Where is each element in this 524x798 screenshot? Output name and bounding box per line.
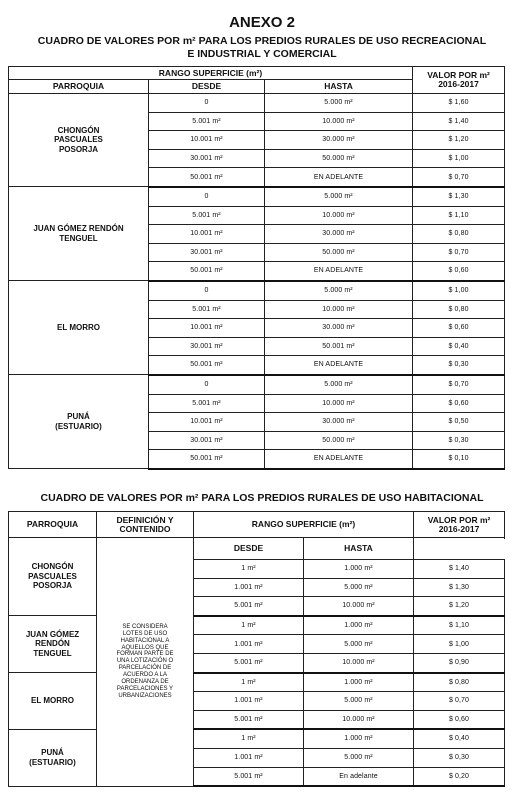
parroquia-name-line: CHONGÓN [57,125,100,135]
valor-cell: $ 1,10 [413,206,505,225]
hasta-cell: 5.000 m² [265,375,413,394]
hasta-cell: 1.000 m² [304,560,414,579]
hasta-cell: 50.001 m² [265,337,413,356]
desde-cell: 5.001 m² [149,112,265,131]
table-row [9,673,505,692]
desde-cell: 50.001 m² [149,262,265,281]
hasta-cell: 5.000 m² [265,187,413,206]
hasta-cell: 5.000 m² [304,748,414,767]
hasta-cell: 1.000 m² [304,729,414,748]
valor-cell: $ 0,60 [414,710,505,729]
hasta-cell: 10.000 m² [304,710,414,729]
parroquia-name-line: JUAN GÓMEZ [25,629,80,639]
residential-values-table [8,511,505,787]
hasta-cell: 30.000 m² [265,225,413,244]
desde-cell: 1 m² [194,673,304,692]
hasta-cell: 50.000 m² [265,431,413,450]
desde-cell: 10.001 m² [149,131,265,150]
hasta-cell: 5.000 m² [304,692,414,711]
table1-title-line1: CUADRO DE VALORES POR m² PARA LOS PREDIOS RURALES DE USO RECREACIONAL [37,35,487,47]
table-row [9,616,505,635]
desde-cell: 5.001 m² [149,300,265,319]
desde-cell: 0 [149,187,265,206]
hasta-cell: EN ADELANTE [265,450,413,469]
desde-cell: 1.001 m² [194,748,304,767]
hasta-cell: 50.000 m² [265,149,413,168]
desde-cell: 1.001 m² [194,692,304,711]
desde-cell: 5.001 m² [194,653,304,672]
desde-header: DESDE [149,80,265,94]
desde-cell: 1 m² [194,560,304,579]
desde-cell: 0 [149,375,265,394]
table-row [9,281,505,300]
parroquia-header: PARROQUIA [9,512,97,538]
definition-line: SE CONSIDERA [122,623,168,630]
valor-cell: $ 0,70 [414,692,505,711]
parroquia-name-line: EL MORRO [31,696,74,706]
valor-cell: $ 0,30 [413,356,505,375]
value-header-label: VALOR POR m² [427,514,491,525]
valor-cell: $ 1,20 [414,597,505,616]
definition-line: AQUELLOS QUE [121,644,169,651]
parroquia-cell [9,538,97,616]
desde-cell: 0 [149,281,265,300]
value-header-period: 2016-2017 [438,523,480,534]
table-row [9,187,505,206]
parroquia-name-line: PUNÁ [67,412,90,422]
definition-line: PARCELACIONES Y [116,685,174,692]
table-row [9,729,505,748]
parroquia-name-line: CHONGÓN [31,562,74,572]
definition-line: UNA LOTIZACIÓN O [116,658,174,665]
valor-cell: $ 1,00 [413,281,505,300]
definition-cell [97,538,194,787]
desde-cell: 1.001 m² [194,578,304,597]
valor-cell: $ 1,10 [414,616,505,635]
table2-body [9,538,505,787]
desde-cell: 5.001 m² [194,767,304,786]
value-header [413,67,505,94]
desde-cell: 5.001 m² [149,394,265,413]
parroquia-name-line: (ESTUARIO) [29,757,76,767]
value-header-period: 2016-2017 [438,79,479,89]
valor-cell: $ 0,20 [414,767,505,786]
hasta-cell: 1.000 m² [304,616,414,635]
desde-cell: 30.001 m² [149,337,265,356]
desde-cell: 50.001 m² [149,356,265,375]
valor-cell: $ 1,30 [414,578,505,597]
valor-cell: $ 1,30 [413,187,505,206]
valor-cell: $ 0,30 [413,431,505,450]
parroquia-name-line: RENDÓN [35,639,70,649]
table2-title: CUADRO DE VALORES POR m² PARA LOS PREDIOS RURALES DE USO HABITACIONAL [40,492,484,504]
hasta-cell: 5.000 m² [304,635,414,654]
parroquia-cell [9,187,149,281]
desde-cell: 1 m² [194,616,304,635]
hasta-cell: En adelante [304,767,414,786]
valor-cell: $ 0,80 [414,673,505,692]
hasta-header: HASTA [304,538,414,560]
value-header [414,512,505,538]
hasta-cell: 30.000 m² [265,319,413,338]
parroquia-cell [9,375,149,469]
hasta-cell: EN ADELANTE [265,168,413,187]
table-row [9,375,505,394]
hasta-cell: 1.000 m² [304,673,414,692]
parroquia-cell [9,616,97,673]
desde-cell: 30.001 m² [149,149,265,168]
hasta-header: HASTA [265,80,413,94]
valor-cell: $ 0,50 [413,413,505,432]
definition-line: ACUERDO A LA [122,672,167,679]
definition-line: ORDENANZA DE [121,679,169,686]
desde-cell: 5.001 m² [194,597,304,616]
hasta-cell: 5.000 m² [265,281,413,300]
definition-header-line1: DEFINICIÓN Y [116,514,174,525]
recreational-values-table [8,66,505,470]
hasta-cell: 30.000 m² [265,131,413,150]
valor-cell: $ 0,80 [413,300,505,319]
definition-header-line2: CONTENIDO [119,523,171,534]
desde-cell: 10.001 m² [149,225,265,244]
valor-cell: $ 0,60 [413,394,505,413]
parroquia-cell [9,94,149,187]
parroquia-name-line: JUAN GÓMEZ RENDÓN [33,224,124,234]
valor-cell: $ 0,40 [413,337,505,356]
hasta-cell: 10.000 m² [265,206,413,225]
valor-cell: $ 0,80 [413,225,505,244]
valor-cell: $ 1,00 [414,635,505,654]
hasta-cell: 10.000 m² [265,300,413,319]
valor-cell: $ 1,60 [413,94,505,113]
definition-line: LOTES DE USO [122,630,168,637]
hasta-cell: EN ADELANTE [265,356,413,375]
parroquia-name-line: PASCUALES [54,135,103,145]
hasta-cell: 10.000 m² [265,112,413,131]
value-header-label: VALOR POR m² [427,70,490,81]
parroquia-cell [9,673,97,730]
desde-cell: 5.001 m² [194,710,304,729]
parroquia-name-line: (ESTUARIO) [55,421,102,431]
hasta-cell: 5.000 m² [304,578,414,597]
valor-cell: $ 1,40 [414,560,505,579]
valor-cell: $ 0,70 [413,375,505,394]
hasta-cell: 30.000 m² [265,413,413,432]
desde-cell: 30.001 m² [149,243,265,262]
valor-cell: $ 0,40 [414,729,505,748]
definition-line: URBANIZACIONES [118,692,172,699]
parroquia-name-line: TENGUEL [59,233,98,243]
range-header: RANGO SUPERFICIE (m²) [194,512,414,538]
document-title: ANEXO 2 [229,14,295,31]
desde-cell: 1 m² [194,729,304,748]
valor-cell: $ 1,40 [413,112,505,131]
valor-cell: $ 0,70 [413,168,505,187]
valor-cell: $ 0,60 [413,319,505,338]
definition-line: PARCELACIÓN DE [118,665,172,672]
valor-cell: $ 1,20 [413,131,505,150]
desde-cell: 50.001 m² [149,168,265,187]
range-header: RANGO SUPERFICIE (m²) [9,67,413,80]
subheader-row [9,538,505,560]
desde-cell: 10.001 m² [149,319,265,338]
parroquia-name-line: POSORJA [58,145,99,155]
valor-cell: $ 1,00 [413,149,505,168]
desde-cell: 50.001 m² [149,450,265,469]
parroquia-cell [9,281,149,375]
parroquia-name-line: PUNÁ [41,748,64,758]
definition-line: HABITACIONAL A [120,637,170,644]
valor-cell: $ 0,60 [413,262,505,281]
desde-cell: 5.001 m² [149,206,265,225]
hasta-cell: 50.000 m² [265,243,413,262]
valor-cell: $ 0,30 [414,748,505,767]
parroquia-name-line: POSORJA [32,581,73,591]
desde-cell: 30.001 m² [149,431,265,450]
desde-cell: 1.001 m² [194,635,304,654]
valor-cell: $ 0,70 [413,243,505,262]
parroquia-cell [9,729,97,786]
hasta-cell: 10.000 m² [304,597,414,616]
table-row [9,94,505,113]
table1-title-line2: E INDUSTRIAL Y COMERCIAL [187,48,337,60]
table1-body [9,94,505,469]
desde-cell: 10.001 m² [149,413,265,432]
valor-cell: $ 0,90 [414,653,505,672]
hasta-cell: EN ADELANTE [265,262,413,281]
valor-cell: $ 0,10 [413,450,505,469]
hasta-cell: 5.000 m² [265,94,413,113]
hasta-cell: 10.000 m² [304,653,414,672]
definition-line: FORMAN PARTE DE [116,651,174,658]
desde-header: DESDE [194,538,304,560]
parroquia-name-line: TENGUEL [33,648,72,658]
hasta-cell: 10.000 m² [265,394,413,413]
parroquia-name-line: PASCUALES [28,571,77,581]
definition-header [97,512,194,538]
desde-cell: 0 [149,94,265,113]
parroquia-header: PARROQUIA [9,80,149,94]
parroquia-name-line: EL MORRO [57,323,100,333]
